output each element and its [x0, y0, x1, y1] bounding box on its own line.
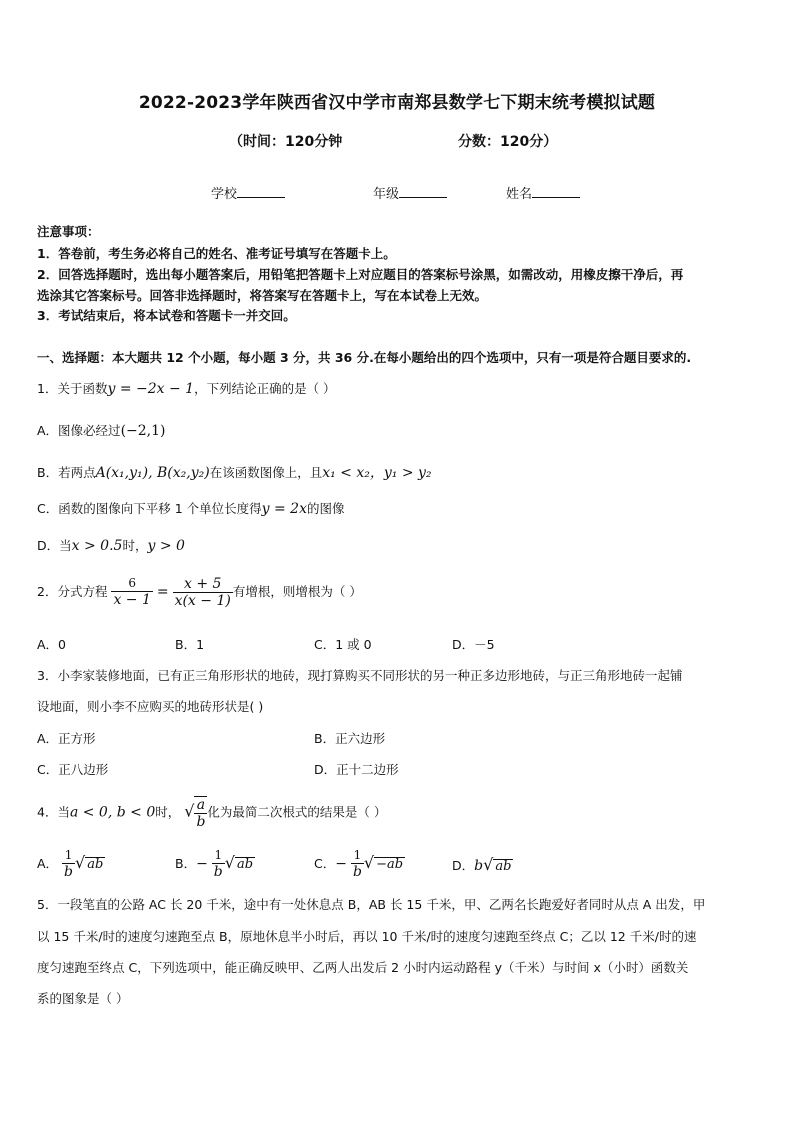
q2-equals: = [156, 584, 169, 601]
question-2-stem [37, 576, 362, 609]
radical-sign: √ [483, 855, 494, 874]
name-blank [532, 185, 580, 198]
q1-c-function: y = 2x [261, 501, 307, 517]
q3-option-d: D．正十二边形 [314, 762, 399, 777]
note-item: 选涂其它答案标号。回答非选择题时，将答案写在答题卡上，写在本试卷上无效。 [37, 288, 488, 303]
note-item: 3．考试结束后，将本试卷和答题卡一并交回。 [37, 308, 296, 323]
q4-d-label: D． [452, 858, 475, 873]
q1-a-text: A．图像必经过 [37, 423, 121, 438]
q1-b-mid: 在该函数图像上，且 [209, 465, 323, 480]
q3-option-a: A．正方形 [37, 731, 96, 746]
question-1-stem [37, 379, 336, 397]
radical-sign: √ [75, 852, 86, 872]
q2-option-b: B．1 [175, 637, 205, 652]
q4-a-den: b [64, 863, 74, 880]
q4-c-label: C． [314, 855, 336, 871]
q1-stem-end: ，下列结论正确的是（ ） [194, 381, 336, 396]
grade-field [373, 183, 447, 202]
q4-b-minus: − [196, 855, 208, 872]
radical-sign: √ [224, 852, 235, 872]
q1-d-mid: 时， [122, 538, 148, 553]
q4-b-den: b [213, 863, 223, 880]
question-3-line1: 3．小李家装修地面，已有正三角形形状的地砖，现打算购买不同形状的另一种正多边形地砖，与正三角形地砖一起铺 [37, 668, 683, 683]
question-4-stem [37, 796, 386, 830]
exam-title: 2022-2023学年陕西省汉中学市南郑县数学七下期末统考模拟试题 [138, 93, 656, 113]
q1-d-cond2: y > 0 [147, 538, 185, 554]
notes-heading: 注意事项： [37, 224, 100, 239]
question-5-line: 度匀速跑至终点 C，下列选项中，能正确反映甲、乙两人出发后 2 小时内运动路程 y（千米）与时间 x（小时）函数关 [37, 960, 689, 975]
q4-c-den: b [352, 863, 362, 880]
q4-stem-end: 化为最简二次根式的结果是（ ） [207, 804, 387, 820]
question-5-line: 以 15 千米/时的速度匀速跑至点 B，原地休息半小时后，再以 10 千米/时的速度匀速跑至终点 C；乙以 12 千米/时的速 [37, 929, 697, 944]
q4-a-radicand: ab [87, 856, 104, 872]
q4-c-minus: − [335, 855, 347, 872]
q4-b-num: 1 [212, 849, 225, 864]
q4-c-fraction [351, 849, 364, 880]
q4-stem-mid: 时， [155, 804, 181, 820]
q2-option-a: A．0 [37, 637, 67, 652]
exam-time: （时间：120分钟 [229, 134, 343, 150]
q4-radicand-fraction [194, 796, 207, 830]
q4-condition: a < 0, b < 0 [69, 804, 156, 821]
note-item: 1．答卷前，考生务必将自己的姓名、准考证号填写在答题卡上。 [37, 246, 396, 261]
q4-b-label: B． [175, 855, 197, 871]
q4-a-label: A． [37, 855, 59, 871]
q4-a-fraction [62, 849, 75, 880]
question-5-line: 5．一段笔直的公路 AC 长 20 千米，途中有一处休息点 B，AB 长 15 千米，甲、乙两名长跑爱好者同时从点 A 出发，甲 [37, 897, 706, 912]
q2-fraction-right [173, 576, 233, 609]
q1-c-end: 的图像 [306, 501, 345, 516]
q1-b-text: B．若两点 [37, 465, 96, 480]
q1-option-b [37, 462, 432, 482]
school-label: 学校 [211, 187, 238, 202]
q1-d-cond1: x > 0.5 [71, 538, 123, 554]
q2-option-c: C．1 或 0 [314, 637, 372, 652]
q4-option-b [175, 849, 255, 880]
grade-label: 年级 [373, 187, 400, 202]
q2-stem-text: 2．分式方程 [37, 584, 108, 600]
q2-fraction-left [111, 577, 152, 608]
q1-function: y = −2x − 1 [107, 381, 195, 397]
q1-option-c [37, 499, 345, 517]
question-3-line2: 设地面，则小李不应购买的地砖形状是( ) [37, 699, 264, 714]
q1-a-point: (−2,1) [120, 423, 166, 439]
name-field [506, 183, 580, 202]
q4-c-radicand: −ab [376, 856, 404, 872]
q1-stem-text: 1．关于函数 [37, 381, 108, 396]
school-field [211, 183, 285, 202]
q3-option-b: B．正六边形 [314, 731, 386, 746]
radical-sign: √ [184, 801, 195, 821]
question-5-line: 系的图象是（ ） [37, 991, 129, 1006]
q4-rad-num: a [194, 797, 207, 814]
q1-b-condition: x₁ < x₂，y₁ > y₂ [322, 465, 432, 481]
q4-rad-den: b [196, 814, 206, 831]
q2-frac2-den: x(x − 1) [174, 593, 231, 610]
q2-frac2-num: x + 5 [173, 576, 233, 593]
q1-option-d [37, 536, 185, 554]
school-blank [237, 185, 285, 198]
q4-b-fraction [212, 849, 225, 880]
q1-option-a [37, 421, 165, 439]
q1-b-points: A(x₁,y₁), B(x₂,y₂) [95, 465, 210, 481]
q4-a-num: 1 [62, 849, 75, 864]
q4-d-radicand: ab [495, 859, 512, 874]
section-heading: 一、选择题：本大题共 12 个小题，每小题 3 分，共 36 分.在每小题给出的四个选项中，只有一项是符合题目要求的. [37, 350, 692, 365]
q4-b-radicand: ab [236, 856, 254, 872]
q2-frac1-num: 6 [111, 577, 152, 592]
exam-score: 分数：120分） [458, 134, 558, 150]
q4-stem-text: 4．当 [37, 804, 70, 820]
q2-frac1-den: x − 1 [113, 591, 151, 608]
radical-sign: √ [363, 852, 375, 872]
q4-option-d [452, 855, 513, 874]
q4-d-coeff: b [474, 858, 484, 874]
grade-blank [399, 185, 447, 198]
q1-c-text: C．函数的图像向下平移 1 个单位长度得 [37, 501, 262, 516]
name-label: 姓名 [506, 187, 533, 202]
note-item: 2．回答选择题时，选出每小题答案后，用铅笔把答题卡上对应题目的答案标号涂黑，如需改动，用橡皮擦干净后，再 [37, 267, 684, 282]
q1-d-text: D．当 [37, 538, 72, 553]
q2-stem-end: 有增根，则增根为（ ） [232, 584, 362, 600]
q4-option-a [37, 849, 105, 880]
q2-option-d: D．－5 [452, 637, 495, 652]
q4-option-c [314, 849, 405, 880]
q4-c-num: 1 [351, 849, 364, 864]
q3-option-c: C．正八边形 [37, 762, 109, 777]
